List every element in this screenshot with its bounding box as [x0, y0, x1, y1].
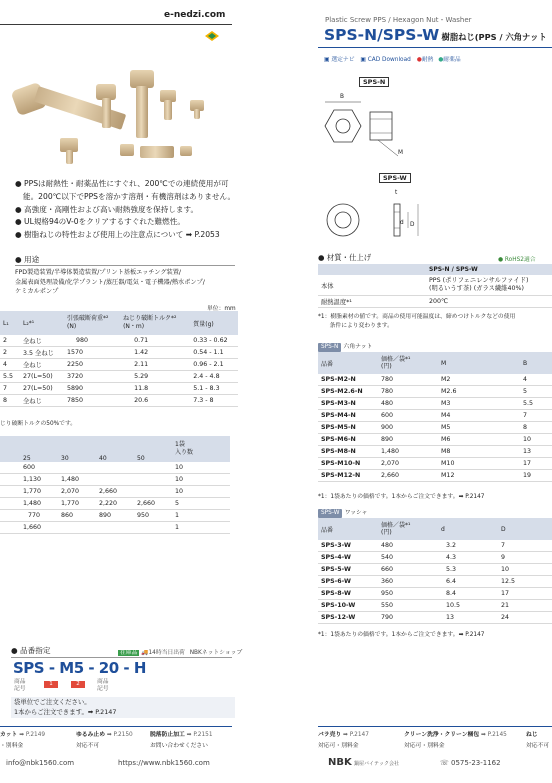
table-row: 2 3.5 全ねじ 1570 1.42 0.54 - 1.1 — [0, 347, 238, 359]
nav-selection[interactable]: ▣ 選定ナビ — [324, 57, 355, 63]
order-rule — [11, 657, 232, 658]
order-badges: 在庫品 🚚14時当日出荷 NBKネットショップ — [120, 650, 243, 656]
diag-w-label: SPS-W — [379, 173, 411, 183]
category-label: Plastic Screw PPS / Hexagon Nut・Washer — [325, 16, 472, 24]
table-row: SPS-M3-N 480 M3 5.5 — [318, 398, 552, 410]
table-row: SPS-M2-N 780 M2 4 — [318, 374, 552, 386]
dim-dd: D — [410, 222, 415, 228]
table-row: SPS-M4-N 600 M4 7 — [318, 410, 552, 422]
site-logo[interactable]: e-nedzi.com — [164, 10, 226, 20]
dim-b: B — [340, 94, 344, 100]
spec-header: 引張破断荷重*² (N) — [67, 315, 109, 330]
service-item: 脱落防止加工 ➡ P.2151 お問い合わせください — [150, 732, 213, 749]
table-row: SPS-12-W 790 13 24 — [318, 612, 552, 624]
material-title: ● 材質・仕上げ — [318, 253, 372, 262]
product-photo — [0, 60, 232, 170]
table-row: 1,770 2,070 2,660 10 — [0, 486, 230, 498]
service-item: カット ➡ P.2149 ・別料金 — [0, 732, 46, 749]
order-label-3: 商品 記号 — [97, 679, 109, 692]
page-title: SPS-N/SPS-W 樹脂ねじ(PPS / 六角ナット — [324, 26, 547, 44]
usage-title: ● 用途 — [15, 255, 40, 264]
table-row: SPS-M12-N 2,660 M12 19 — [318, 470, 552, 482]
feature-list — [15, 178, 240, 242]
table-row: SPS-5-W 660 5.3 10 — [318, 564, 552, 576]
nav-icons: ▣ 選定ナビ ▣ CAD Download ●耐熱 ●耐薬品 — [324, 57, 461, 63]
title-rule — [318, 47, 552, 48]
logo-mark-icon — [204, 30, 220, 42]
truck-icon: 🚚 — [141, 650, 149, 656]
table-row: 4 全ねじ 2250 2.11 0.96 - 2.1 — [0, 359, 238, 371]
diag-n-label: SPS-N — [359, 77, 389, 87]
spec-header: ねじり破断トルク*² (N・m) — [123, 315, 177, 330]
table-row: 2 全ねじ 980 0.71 0.33 - 0.62 — [0, 335, 238, 347]
table-row: SPS-M10-N 2,070 M10 17 — [318, 458, 552, 470]
left-footer-rule — [0, 726, 232, 727]
heat-icon: ● — [416, 57, 422, 63]
table-row: 1,660 1 — [0, 522, 230, 534]
dim-t: t — [395, 190, 398, 196]
spec-table — [0, 311, 238, 407]
table-row: 7 27(L=50) 5890 11.8 5.1 - 8.3 — [0, 383, 238, 395]
sps-n-table: 品番 価格／袋*¹ (円) M B SPS-M2-N 780 M2 4 SPS-M2.6-N 780 M2.6 5 SPS-M3-N 480 M3 5.5 SPS-M4-N 600 M4 7 SPS-M5-N 900 M5 8 SPS-M6-N 890 M6 10 SPS-M8-N 1,480 M8 13 SPS-M10-N 2,070 M10 17 SPS-M12-N 2,660 M12 19 — [318, 352, 552, 482]
order-label-1: 1 — [44, 681, 58, 688]
usage-text: FPD製造装置/半導体製造装置/プリント基板エッチング装置/ 金属表面処理設備/化学プラント/蒸圧器/電気・電子機器/熱水ポンプ/ ケミカルポンプ — [15, 269, 205, 295]
sps-n-note: *1：1袋あたりの価格です。1本からご注文できます。➡ P.2147 — [318, 494, 485, 500]
table-row: 8 全ねじ 7850 20.6 7.3 - 8 — [0, 395, 238, 407]
feature-item: ● PPSは耐熱性・耐薬品性にすぐれ、200℃での連続使用が可 — [15, 179, 229, 188]
service-item: クリーン洗浄・クリーン梱包 ➡ P.2145 対応可・別料金 — [404, 732, 507, 749]
sps-w-table: 品番 価格／袋*¹ (円) d D SPS-3-W 480 3.2 7 SPS-4-W 540 4.3 9 SPS-5-W 660 5.3 10 SPS-6-W 360 6.4 12.5 SPS-8-W 950 8.4 17 SPS-10-W 550 10.5 21 SPS-12-W 790 13 24 — [318, 518, 552, 624]
order-label-2: 2 — [71, 681, 85, 688]
table-row: 770 860 890 950 1 — [0, 510, 230, 522]
phone-icon: ☏ — [440, 759, 449, 767]
torque-note: じり破断トルクの50%です。 — [0, 421, 77, 427]
chemical-icon: ● — [438, 57, 444, 63]
spec-header: L₂*¹ — [23, 319, 35, 327]
table-row: 本体 PPS (ポリフェニレンサルファイド) (明るいうす茶) (ガラス繊維40%) — [318, 275, 552, 296]
sps-w-heading: SPS-W ワッシャ — [318, 507, 367, 518]
material-table: SPS-N / SPS-W 本体 PPS (ポリフェニレンサルファイド) (明るいうす茶) (ガラス繊維40%) 耐熱温度*¹ 200℃ — [318, 264, 552, 308]
feature-item: 能。200℃以下でPPSを溶かす溶剤・有機溶剤はありません。 — [23, 191, 236, 201]
washer-diagram — [318, 182, 438, 246]
brand-logo: NBK 鍋屋バイテック会社 — [328, 757, 399, 768]
spec-header: L₁ — [3, 319, 9, 327]
table-row: SPS-8-W 950 8.4 17 — [318, 588, 552, 600]
nut-diagram — [318, 88, 438, 168]
service-item: ゆるみ止め ➡ P.2150 対応不可 — [76, 732, 133, 749]
service-item: バラ売り ➡ P.2147 対応可・別料金 — [318, 732, 369, 749]
feature-item: ● 高強度・高剛性および高い耐熱強度を保持します。 — [15, 204, 199, 214]
order-note-box: 袋単位でご注文ください。 1本からご注文できます。➡ P.2147 — [11, 697, 235, 718]
order-code: SPS - M5 - 20 - H — [13, 659, 146, 677]
feature-item: ● 樹脂ねじの特性および使用上の注意点について ➡ P.2053 — [15, 230, 220, 240]
sps-w-note: *1：1袋あたりの価格です。1本からご注文できます。➡ P.2147 — [318, 632, 485, 638]
table-row: SPS-6-W 360 6.4 12.5 — [318, 576, 552, 588]
right-footer-rule — [318, 726, 552, 727]
dim-d: d — [400, 220, 404, 226]
dim-m: M — [398, 150, 404, 156]
shop-badge[interactable]: NBKネットショップ — [189, 650, 243, 656]
left-header-rule — [0, 24, 232, 25]
table-row: SPS-3-W 480 3.2 7 — [318, 540, 552, 552]
spec-header: 質量(g) — [193, 320, 214, 328]
contact-web[interactable]: https://www.nbk1560.com — [118, 759, 210, 767]
table-row: SPS-M8-N 1,480 M8 13 — [318, 446, 552, 458]
table-row: 1,130 1,480 10 — [0, 474, 230, 486]
order-title: ● 品番指定 — [11, 646, 51, 655]
unit-label: 単位：mm — [207, 306, 236, 312]
table-row: 600 10 — [0, 462, 230, 474]
contact-email[interactable]: info@nbk1560.com — [6, 759, 75, 767]
feature-item: ● UL規格94のV-0をクリアするすぐれた難燃性。 — [15, 217, 185, 227]
table-row: SPS-M2.6-N 780 M2.6 5 — [318, 386, 552, 398]
price-table: 25 30 40 50 1袋 入り数 600 10 1,130 1,480 10 1,770 2,070 2,660 10 1,480 1,770 2,220 2,660 5 770 860 890 950 1 1,660 1 — [0, 436, 230, 534]
service-item: ねじ 対応不可 — [526, 732, 550, 749]
table-row: SPS-M5-N 900 M5 8 — [318, 422, 552, 434]
sps-n-heading: SPS-N 六角ナット — [318, 341, 372, 352]
order-label-0: 商品 記号 — [14, 679, 26, 692]
table-row: 耐熱温度*¹ 200℃ — [318, 296, 552, 308]
material-note: *1：樹脂素材の値です。商品の使用可能温度は、締めつけトルクなどの使用 条件により変わります。 — [318, 314, 516, 329]
phone-number[interactable]: ☏ 0575-23-1162 — [440, 759, 501, 767]
nav-cad[interactable]: ▣ CAD Download — [360, 57, 411, 63]
usage-rule — [15, 265, 235, 266]
table-row: SPS-M6-N 890 M6 10 — [318, 434, 552, 446]
table-row: SPS-4-W 540 4.3 9 — [318, 552, 552, 564]
table-row: SPS-10-W 550 10.5 21 — [318, 600, 552, 612]
rohs-badge: ● RoHS2適合 — [498, 257, 536, 263]
stock-badge: 在庫品 — [120, 650, 138, 656]
table-row: 5.5 27(L=50) 3720 5.29 2.4 - 4.8 — [0, 371, 238, 383]
leaf-icon: ● — [498, 257, 504, 263]
table-row: 1,480 1,770 2,220 2,660 5 — [0, 498, 230, 510]
